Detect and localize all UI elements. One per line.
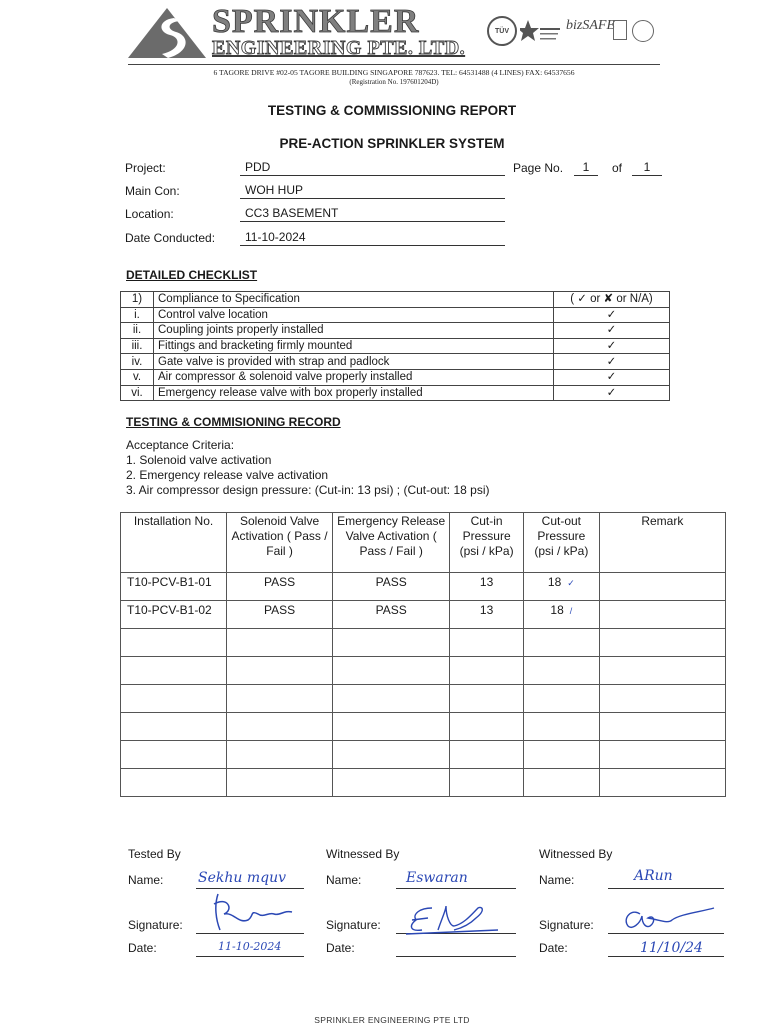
witness1-name-handwritten: Eswaran xyxy=(406,870,468,886)
emergency-result: PASS xyxy=(333,573,450,601)
record-row-empty xyxy=(121,685,726,713)
witness2-name-line xyxy=(608,888,724,889)
letterhead-divider xyxy=(128,64,660,65)
tested-signature-label: Signature: xyxy=(128,918,183,932)
solenoid-result: PASS xyxy=(227,601,333,629)
witness2-signature-label: Signature: xyxy=(539,918,594,932)
tested-signature-icon xyxy=(208,890,298,934)
witness2-date-handwritten: 11/10/24 xyxy=(640,940,703,956)
checklist-row xyxy=(121,369,670,385)
witness2-name-label: Name: xyxy=(539,873,575,887)
checkmark-icon: ✓ xyxy=(554,338,670,354)
remark-value xyxy=(599,601,725,629)
checklist-row-no: v. xyxy=(121,369,154,385)
record-row-empty xyxy=(121,657,726,685)
tested-name-handwritten: Sekhu mquv xyxy=(198,870,287,886)
criteria-item: 1. Solenoid valve activation xyxy=(126,453,272,467)
checklist-row xyxy=(121,354,670,370)
witness1-date-label: Date: xyxy=(326,941,355,955)
accreditation-logo-icon xyxy=(520,16,562,46)
col-remark: Remark xyxy=(599,513,725,573)
page-no-value: 1 xyxy=(574,160,598,176)
record-table xyxy=(120,512,726,797)
witness1-name-line xyxy=(396,888,516,889)
report-subtitle: PRE-ACTION SPRINKLER SYSTEM xyxy=(279,136,505,151)
location-value: CC3 BASEMENT xyxy=(240,206,505,222)
date-conducted-label: Date Conducted: xyxy=(125,231,216,245)
tested-date-label: Date: xyxy=(128,941,157,955)
checklist-row-no: ii. xyxy=(121,323,154,339)
company-address: 6 TAGORE DRIVE #02-05 TAGORE BUILDING SINGAPORE 787623. TEL: 64531488 (4 LINES) FAX: 64537656 xyxy=(213,68,575,77)
record-row-empty xyxy=(121,713,726,741)
checklist-row-item: Control valve location xyxy=(154,307,554,323)
checklist-row-no: i. xyxy=(121,307,154,323)
tested-date-line xyxy=(196,956,304,957)
project-label: Project: xyxy=(125,161,166,175)
witness1-name-label: Name: xyxy=(326,873,362,887)
col-cut-in-pressure: Cut-in Pressure (psi / kPa) xyxy=(450,513,524,573)
record-row-empty xyxy=(121,769,726,797)
checklist-row xyxy=(121,338,670,354)
tested-by-heading: Tested By xyxy=(128,847,181,861)
checklist-row xyxy=(121,323,670,339)
page-footer: SPRINKLER ENGINEERING PTE LTD xyxy=(314,1015,470,1025)
cut-out-value: 18 xyxy=(547,575,562,589)
col-cut-out-pressure: Cut-out Pressure (psi / kPa) xyxy=(523,513,599,573)
record-row-empty xyxy=(121,629,726,657)
emergency-result: PASS xyxy=(333,601,450,629)
cert-badge-icon xyxy=(613,20,627,40)
col-installation-no: Installation No. xyxy=(121,513,227,573)
criteria-item: 3. Air compressor design pressure: (Cut-in: 13 psi) ; (Cut-out: 18 psi) xyxy=(126,483,490,497)
cert-seal-icon xyxy=(632,20,654,42)
witness2-signature-icon xyxy=(610,904,720,936)
witness2-name-handwritten: ARun xyxy=(634,868,673,884)
checklist-header-row xyxy=(121,292,670,308)
remark-value xyxy=(599,573,725,601)
company-subname: ENGINEERING PTE. LTD. xyxy=(212,37,466,59)
checkmark-icon: ✓ xyxy=(554,354,670,370)
checklist-row-no: iv. xyxy=(121,354,154,370)
record-row xyxy=(121,601,726,629)
report-title: TESTING & COMMISSIONING REPORT xyxy=(267,103,517,118)
company-logo-icon xyxy=(128,8,206,58)
criteria-title: Acceptance Criteria: xyxy=(126,438,235,452)
checkmark-icon: ✓ xyxy=(554,307,670,323)
checklist-header-item: Compliance to Specification xyxy=(154,292,554,308)
handwritten-tick-icon: ✓ xyxy=(567,578,575,588)
solenoid-result: PASS xyxy=(227,573,333,601)
record-row-empty xyxy=(121,741,726,769)
record-header-row xyxy=(121,513,726,573)
witness1-signature-icon xyxy=(402,900,502,936)
checklist-table xyxy=(120,291,670,401)
maincon-value: WOH HUP xyxy=(240,183,505,199)
witness2-date-line xyxy=(608,956,724,957)
tested-date-handwritten: 11-10-2024 xyxy=(218,940,282,953)
cut-in-value: 13 xyxy=(450,573,524,601)
installation-no: T10-PCV-B1-02 xyxy=(121,601,227,629)
date-conducted-value: 11-10-2024 xyxy=(240,230,505,246)
checklist-header-no: 1) xyxy=(121,292,154,308)
criteria-item: 2. Emergency release valve activation xyxy=(126,468,329,482)
cut-out-cell xyxy=(523,601,599,629)
cut-out-cell xyxy=(523,573,599,601)
witness1-date-line xyxy=(396,956,516,957)
installation-no: T10-PCV-B1-01 xyxy=(121,573,227,601)
checklist-row-item: Coupling joints properly installed xyxy=(154,323,554,339)
checklist-row xyxy=(121,307,670,323)
checklist-heading: DETAILED CHECKLIST xyxy=(126,268,258,282)
registration-number: (Registration No. 197601204D) xyxy=(349,78,439,86)
checklist-row xyxy=(121,385,670,401)
checklist-row-item: Emergency release valve with box properly installed xyxy=(154,385,554,401)
col-emergency-release: Emergency Release Valve Activation ( Pass / Fail ) xyxy=(333,513,450,573)
checkmark-icon: ✓ xyxy=(554,385,670,401)
witness2-heading: Witnessed By xyxy=(539,847,613,861)
page-of-label: of xyxy=(612,161,623,175)
checkmark-icon: ✓ xyxy=(554,369,670,385)
checklist-row-item: Gate valve is provided with strap and padlock xyxy=(154,354,554,370)
tested-name-line xyxy=(196,888,304,889)
bizsafe-logo: bizSAFE xyxy=(566,18,615,33)
checklist-row-no: vi. xyxy=(121,385,154,401)
cut-in-value: 13 xyxy=(450,601,524,629)
checklist-row-item: Fittings and bracketing firmly mounted xyxy=(154,338,554,354)
record-row xyxy=(121,573,726,601)
checklist-row-no: iii. xyxy=(121,338,154,354)
company-name: SPRINKLER xyxy=(212,3,420,40)
location-label: Location: xyxy=(125,207,174,221)
project-value: PDD xyxy=(240,160,505,176)
witness1-heading: Witnessed By xyxy=(326,847,400,861)
record-heading: TESTING & COMMISIONING RECORD xyxy=(126,415,341,429)
checkmark-icon: ✓ xyxy=(554,323,670,339)
handwritten-tick-icon: / xyxy=(569,606,573,616)
cut-out-value: 18 xyxy=(550,603,564,617)
page-total-value: 1 xyxy=(632,160,662,176)
witness1-signature-label: Signature: xyxy=(326,918,381,932)
tested-name-label: Name: xyxy=(128,873,164,887)
col-solenoid-activation: Solenoid Valve Activation ( Pass / Fail ) xyxy=(227,513,333,573)
maincon-label: Main Con: xyxy=(125,184,180,198)
tuv-cert-logo: TÜV xyxy=(487,16,517,46)
page-no-label: Page No. xyxy=(513,161,564,175)
checklist-row-item: Air compressor & solenoid valve properly installed xyxy=(154,369,554,385)
witness2-date-label: Date: xyxy=(539,941,568,955)
checklist-header-mark: ( ✓ or ✘ or N/A) xyxy=(554,292,670,308)
